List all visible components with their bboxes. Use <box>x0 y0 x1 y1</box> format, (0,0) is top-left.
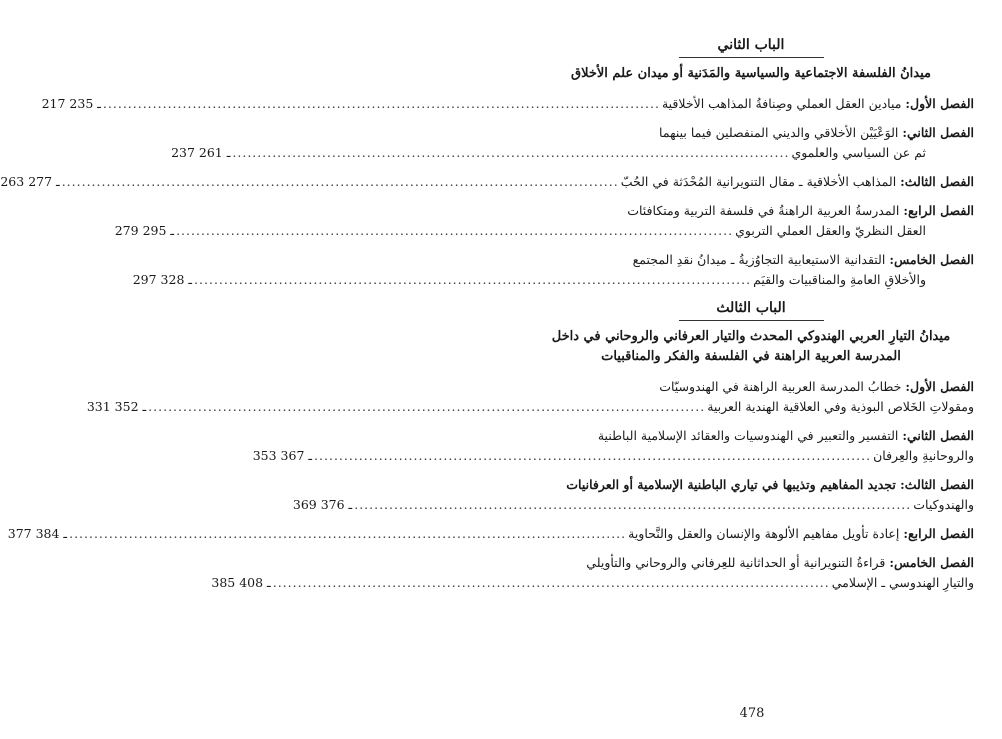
page-range: 237 ـ 261 <box>171 145 231 160</box>
page-range: 377 ـ 384 <box>7 526 68 541</box>
chapter-title: المذاهب الأخلاقية ـ مقال التنويرانية المُحْدَثة في الحُبّ <box>620 174 897 189</box>
toc-entry[interactable] <box>86 377 974 417</box>
toc-entry[interactable] <box>252 426 974 466</box>
leader-dots <box>69 524 626 544</box>
leader-dots <box>103 94 660 114</box>
leader-dots <box>232 143 789 163</box>
chapter-title-cont: والهندوكيات <box>913 497 974 512</box>
chapter-title: إعادة تأويل مفاهيم الألوهة والإنسان والعقل والنَّحاوية <box>628 526 900 541</box>
chapter-title: قراءةُ التنويرانية أو الحداثانية للعِرفاني والروحاني والتأويلي <box>586 555 886 570</box>
part-title: الباب الثالث <box>716 300 786 316</box>
toc-entry[interactable] <box>211 553 974 593</box>
page-range: 369 ـ 376 <box>292 497 353 512</box>
title-rule <box>679 57 824 58</box>
chapter-label: الفصل الخامس: <box>889 555 974 570</box>
chapter-title-cont: العقل النظريّ والعقل العملي التربوي <box>735 223 926 238</box>
chapter-label: الفصل الثاني: <box>902 428 974 443</box>
chapter-title: المدرسةُ العربية الراهنةُ في فلسفة التربية ومتكافئات <box>627 203 900 218</box>
page-range: 385 ـ 408 <box>211 575 271 590</box>
chapter-title: تجديد المفاهيم وتذيبها في تياري الباطنية الإسلامية أو العرفانيات <box>566 477 896 492</box>
toc-entry[interactable] <box>292 475 974 515</box>
toc-entry[interactable] <box>7 524 974 544</box>
leader-dots <box>314 446 871 466</box>
chapter-title: الوَعْيَيْن الأخلاقي والديني المنفصلين فيما بينهما <box>659 125 899 140</box>
chapter-label: الفصل الأول: <box>905 379 974 394</box>
chapter-label: الفصل الرابع: <box>903 526 974 541</box>
chapter-label: الفصل الرابع: <box>903 203 974 218</box>
page-range: 297 ـ 328 <box>132 272 193 287</box>
page-range: 331 ـ 352 <box>86 399 147 414</box>
part-subtitle: ميدانُ الفلسفة الاجتماعية والسياسية والمَدَنية أو ميدان علم الأخلاق <box>571 66 931 81</box>
toc-entry[interactable] <box>0 172 974 192</box>
toc-entry[interactable] <box>171 123 974 163</box>
chapter-title: ميادين العقل العملي وصِنافةُ المذاهب الأخلاقية <box>661 96 902 111</box>
leader-dots <box>176 221 733 241</box>
leader-dots <box>354 495 911 515</box>
leader-dots <box>62 172 619 192</box>
chapter-label: الفصل الثالث: <box>900 477 974 492</box>
part-three-section <box>7 299 974 593</box>
chapter-title-cont: والروحانيةِ والعِرفان <box>873 448 974 463</box>
toc-entry[interactable] <box>132 250 974 290</box>
chapter-title: خطابُ المدرسة العربية الراهنة في الهندوسيّات <box>659 379 902 394</box>
part-two-section <box>0 36 974 290</box>
page-number: 478 <box>739 706 765 721</box>
chapter-title-cont: والأخلاقِ العامةِ والمناقبيات والقيَم <box>753 272 926 287</box>
chapter-title: التقدانية الاستيعابية التجاوُزيةُ ـ ميدانُ نقدِ المجتمع <box>632 252 886 267</box>
chapter-label: الفصل الأول: <box>905 96 974 111</box>
chapter-label: الفصل الخامس: <box>889 252 974 267</box>
leader-dots <box>148 397 705 417</box>
leader-dots <box>273 573 830 593</box>
chapter-label: الفصل الثاني: <box>902 125 974 140</box>
part-title: الباب الثاني <box>717 37 785 53</box>
chapter-label: الفصل الثالث: <box>900 174 974 189</box>
page-range: 263 ـ 277 <box>0 174 60 189</box>
leader-dots <box>194 270 751 290</box>
page-range: 353 ـ 367 <box>252 448 313 463</box>
page-range: 279 ـ 295 <box>114 223 175 238</box>
chapter-title-cont: ومقولاتِ الخَلاص البوذية وفي العلاقية الهندية العربية <box>707 399 974 414</box>
page-range: 217 ـ 235 <box>41 96 101 111</box>
part-subtitle: ميدانُ التيارِ العربي الهندوكي المحدث والتيار العرفاني والروحاني في داخل المدرسة العربية الراهنة في الفلسفة والفكر والمناقبيات <box>551 329 951 364</box>
title-rule <box>679 320 824 321</box>
toc-entry[interactable] <box>114 201 974 241</box>
chapter-title: التفسير والتعبير في الهندوسيات والعقائد الإسلامية الباطنية <box>597 428 899 443</box>
chapter-title-cont: والتيارِ الهندوسي ـ الإسلامي <box>831 575 974 590</box>
chapter-title-cont: ثم عن السياسي والعلموي <box>791 145 926 160</box>
toc-entry[interactable] <box>41 94 974 114</box>
